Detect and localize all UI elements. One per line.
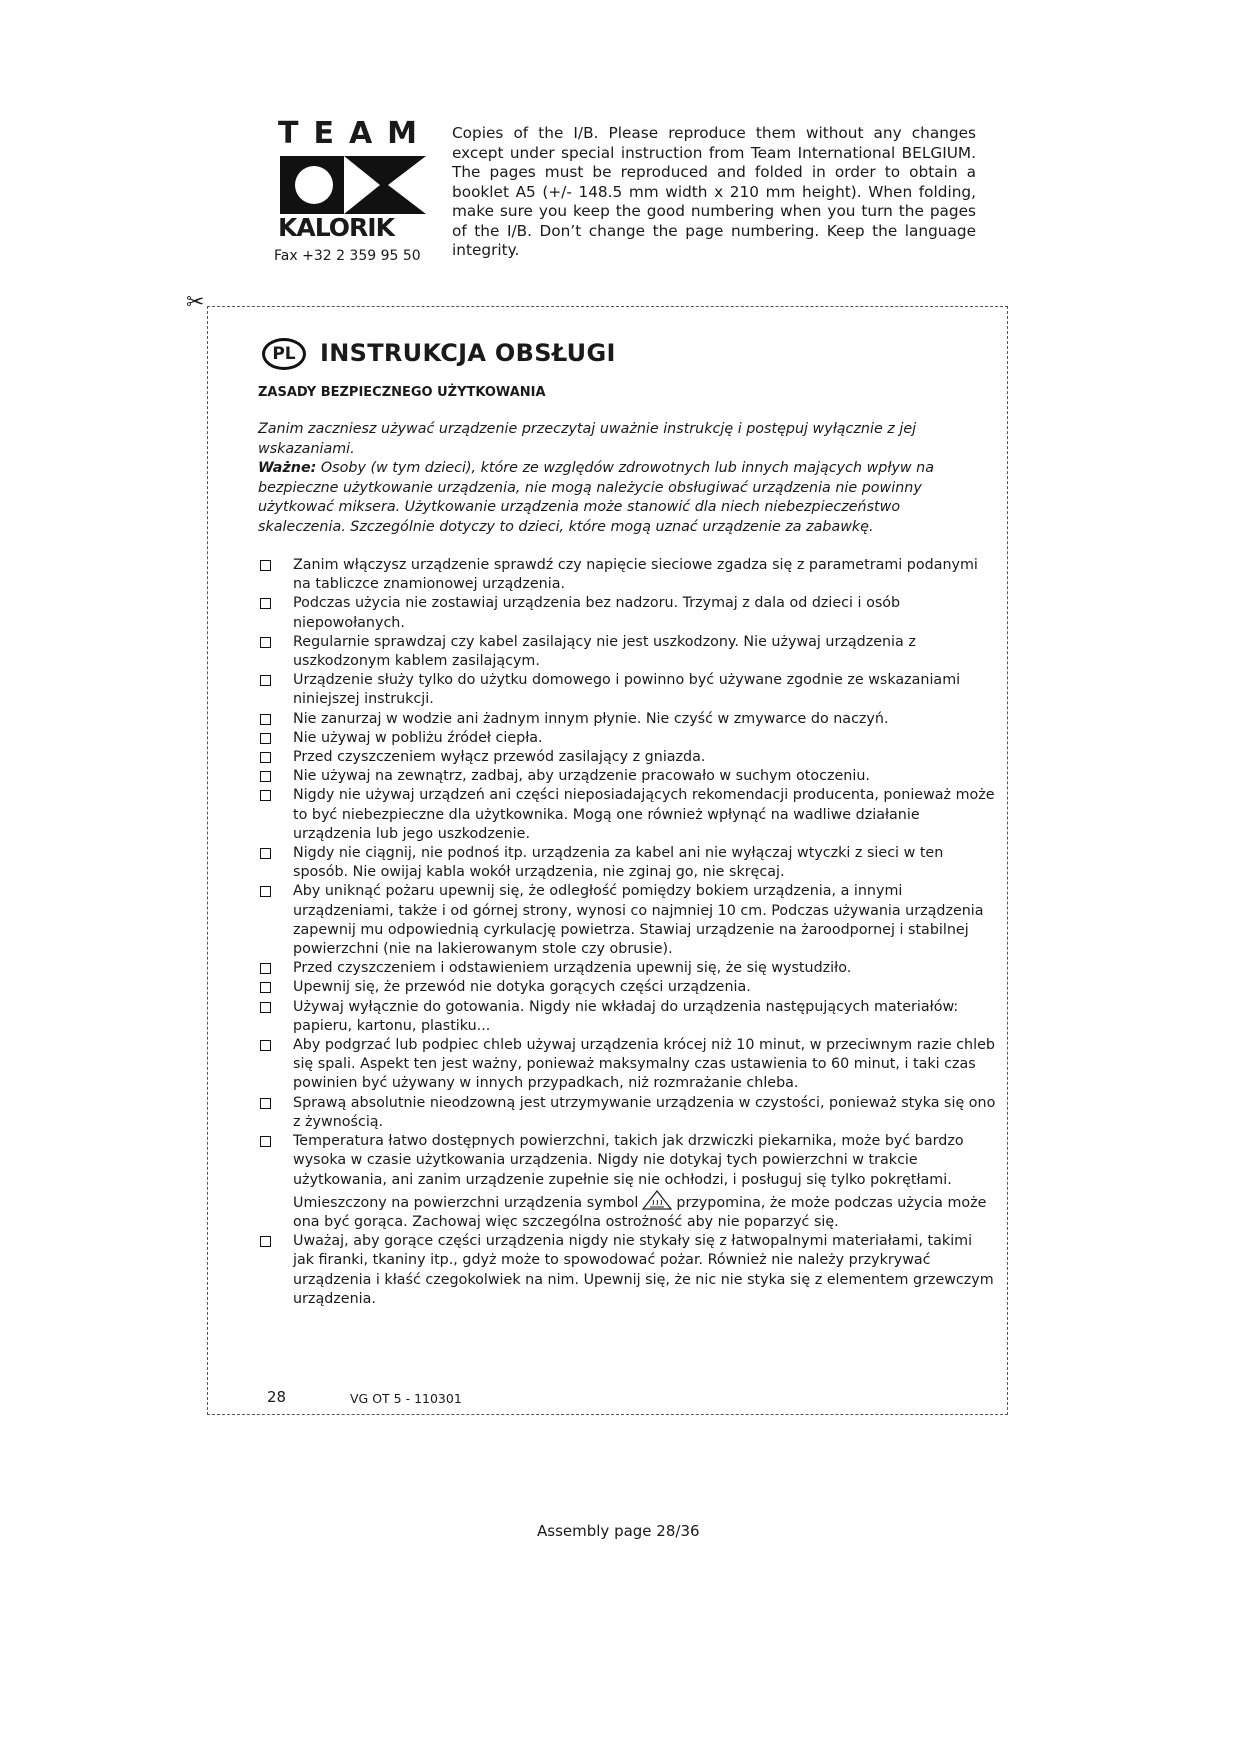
checkbox-bullet-icon: [260, 1098, 271, 1109]
intro-text: [258, 420, 968, 537]
checkbox-bullet-icon: [260, 771, 271, 782]
language-badge: PL: [262, 338, 306, 370]
rule-text: Aby uniknąć pożaru upewnij się, że odległość pomiędzy bokiem urządzenia, a innymi urządzeniami, także i od górnej strony, wynosi co najmniej 10 cm. Podczas używania urządzenia zapewnij mu odpowiednią cyrkulację powietrza. Stawiaj urządzenie na żaroodpornej i stabilnej powierzchni (nie na lakierowanym stole czy obrusie).: [293, 883, 984, 958]
list-item: [258, 710, 996, 729]
kalorik-k-mark-icon: [280, 156, 426, 214]
rule-text: Upewnij się, że przewód nie dotyka gorących części urządzenia.: [293, 979, 751, 996]
model-code: VG OT 5 - 110301: [350, 1391, 462, 1406]
list-item: [258, 1094, 996, 1132]
rule-text: Zanim włączysz urządzenie sprawdź czy napięcie sieciowe zgadza się z parametrami podanymi na tabliczce znamionowej urządzenia.: [293, 557, 978, 593]
checkbox-bullet-icon: [260, 1136, 271, 1147]
rule-text: Nie używaj w pobliżu źródeł ciepła.: [293, 729, 543, 746]
list-item: [258, 1132, 996, 1232]
rule-text: Nie używaj na zewnątrz, zadbaj, aby urządzenie pracowało w suchym otoczeniu.: [293, 768, 870, 785]
logo-kalorik-text: KALORIK: [278, 213, 394, 242]
rule-text: Aby podgrzać lub podpiec chleb używaj urządzenia krócej niż 10 minut, w przeciwnym razie chleb się spali. Aspekt ten jest ważny, ponieważ maksymalny czas ustawienia to 60 minut, i taki czas powinien być używany w innych przypadkach, niż rozmrażanie chleba.: [293, 1037, 995, 1092]
rule-text: Urządzenie służy tylko do użytku domowego i powinno być używane zgodnie ze wskazaniami niniejszej instrukcji.: [293, 672, 961, 708]
checkbox-bullet-icon: [260, 1002, 271, 1013]
list-item: [258, 786, 996, 844]
rule-text: Nigdy nie ciągnij, nie podnoś itp. urządzenia za kabel ani nie wyłączaj wtyczki z sieci w ten sposób. Nie owijaj kabla wokół urządzenia, nie zginaj go, nie skręcaj.: [293, 845, 944, 881]
checkbox-bullet-icon: [260, 598, 271, 609]
checkbox-bullet-icon: [260, 752, 271, 763]
important-paragraph: [258, 459, 968, 537]
hot-rule-before: Temperatura łatwo dostępnych powierzchni, takich jak drzwiczki piekarnika, może być bardzo wysoka w czasie użytkowania urządzenia. Nigdy nie dotykaj tych powierzchni w trakcie użytkowania, ani zanim urządzenie zupełnie się nie ochłodzi, i posługuj się tylko pokrętłami. Umieszczony na powierzchni urządzenia symbol: [293, 1133, 964, 1211]
checkbox-bullet-icon: [260, 675, 271, 686]
list-item: [258, 1036, 996, 1094]
rule-text: Podczas użycia nie zostawiaj urządzenia bez nadzoru. Trzymaj z dala od dzieci i osób niepowołanych.: [293, 595, 901, 631]
team-kalorik-logo: [278, 116, 433, 248]
rule-text: Przed czyszczeniem wyłącz przewód zasilający z gniazda.: [293, 749, 706, 766]
list-item: [258, 671, 996, 709]
checkbox-bullet-icon: [260, 1236, 271, 1247]
checkbox-bullet-icon: [260, 790, 271, 801]
important-text: Osoby (w tym dzieci), które ze względów zdrowotnych lub innych mających wpływ na bezpieczne użytkowanie urządzenia, nie mogą należycie obsługiwać urządzenia nie powinny użytkować miksera. Użytkowanie urządzenia może stanowić dla niech niebezpieczeństwo skaleczenia. Szczególnie dotyczy to dzieci, które mogą uznać urządzenie za zabawkę.: [258, 460, 934, 535]
rule-text: Sprawą absolutnie nieodzowną jest utrzymywanie urządzenia w czystości, ponieważ styka się ono z żywnością.: [293, 1094, 996, 1130]
scissors-icon: ✂: [186, 290, 205, 315]
checkbox-bullet-icon: [260, 963, 271, 974]
safety-rules-list: [258, 556, 996, 1309]
list-item: [258, 729, 996, 748]
checkbox-bullet-icon: [260, 848, 271, 859]
checkbox-bullet-icon: [260, 637, 271, 648]
reproduction-instructions: Copies of the I/B. Please reproduce them without any changes except under special instruction from Team International BELGIUM. The pages must be reproduced and folded in order to obtain a booklet A5 (+/- 148.5 mm width x 210 mm height). When folding, make sure you keep the good numbering when you turn the pages of the I/B. Don’t change the page numbering. Keep the language integrity.: [452, 124, 976, 259]
list-item: [258, 882, 996, 959]
checkbox-bullet-icon: [260, 886, 271, 897]
rule-text: Przed czyszczeniem i odstawieniem urządzenia upewnij się, że się wystudziło.: [293, 960, 852, 977]
list-item: [258, 633, 996, 671]
rule-text: Używaj wyłącznie do gotowania. Nigdy nie wkładaj do urządzenia następujących materiałów: papieru, kartonu, plastiku...: [293, 998, 959, 1034]
rule-text: Uważaj, aby gorące części urządzenia nigdy nie stykały się z łatwopalnymi materiałami, takimi jak firanki, tkaniny itp., gdyż może to spowodować pożar. Również nie należy przykrywać urządzenia i kłaść czegokolwiek na nim. Upewnij się, że nic nie styka się z elementem grzewczym urządzenia.: [293, 1233, 994, 1307]
page-number: 28: [267, 1388, 287, 1406]
rule-text: Nie zanurzaj w wodzie ani żadnym innym płynie. Nie czyść w zmywarce do naczyń.: [293, 710, 889, 727]
important-label: Ważne:: [258, 460, 317, 476]
checkbox-bullet-icon: [260, 560, 271, 571]
list-item: [258, 594, 996, 632]
fax-number: Fax +32 2 359 95 50: [274, 248, 421, 264]
list-item: [258, 556, 996, 594]
section-title: ZASADY BEZPIECZNEGO UŻYTKOWANIA: [258, 385, 546, 400]
assembly-page: Assembly page 28/36: [537, 1522, 700, 1540]
list-item: [258, 748, 996, 767]
rule-text: Nigdy nie używaj urządzeń ani części nieposiadających rekomendacji producenta, ponieważ może to być niebezpieczne dla użytkownika. Mogą one również wpłynąć na wadliwe działanie urządzenia lub jego uszkodzenie.: [293, 787, 995, 842]
hot-surface-warning-icon: [642, 1190, 672, 1210]
list-item: [258, 978, 996, 997]
checkbox-bullet-icon: [260, 733, 271, 744]
list-item: [258, 767, 996, 786]
rule-text: Regularnie sprawdzaj czy kabel zasilający nie jest uszkodzony. Nie używaj urządzenia z uszkodzonym kablem zasilającym.: [293, 633, 916, 670]
list-item: [258, 998, 996, 1036]
list-item: [258, 1232, 996, 1309]
list-item: [258, 959, 996, 978]
logo-team-text: TEAM: [278, 116, 433, 151]
hot-rule-after: przypomina, że może podczas użycia może ona być gorąca. Zachowaj więc szczególna ostrożność aby nie poparzyć się.: [293, 1194, 987, 1230]
page-title: INSTRUKCJA OBSŁUGI: [320, 339, 616, 367]
intro-paragraph: Zanim zaczniesz używać urządzenie przeczytaj uważnie instrukcję i postępuj wyłącznie z jej wskazaniami.: [258, 421, 917, 457]
checkbox-bullet-icon: [260, 982, 271, 993]
checkbox-bullet-icon: [260, 1040, 271, 1051]
checkbox-bullet-icon: [260, 714, 271, 725]
list-item: [258, 844, 996, 882]
